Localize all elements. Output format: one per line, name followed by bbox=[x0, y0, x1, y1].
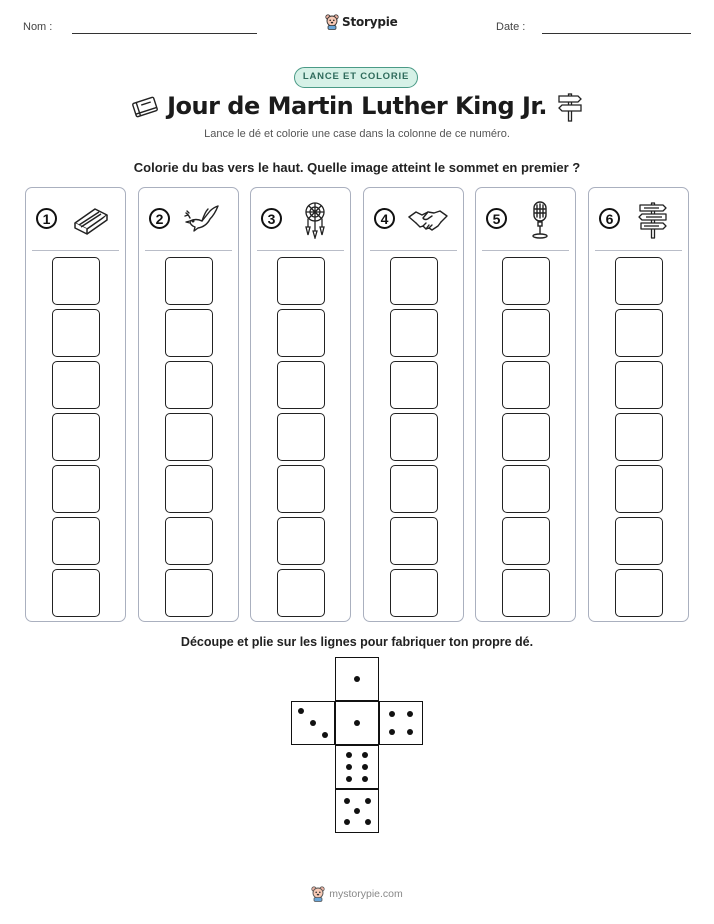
color-box[interactable] bbox=[390, 257, 438, 305]
date-label: Date : bbox=[496, 21, 526, 33]
microphone-icon bbox=[519, 201, 561, 239]
color-box[interactable] bbox=[390, 465, 438, 513]
die-pip bbox=[346, 776, 352, 782]
color-box[interactable] bbox=[277, 569, 325, 617]
die-pip bbox=[346, 752, 352, 758]
column-divider bbox=[145, 250, 232, 251]
name-field-line[interactable] bbox=[72, 33, 257, 34]
color-box[interactable] bbox=[390, 517, 438, 565]
bear-mascot-icon bbox=[325, 14, 339, 30]
color-box[interactable] bbox=[52, 257, 100, 305]
color-box[interactable] bbox=[52, 465, 100, 513]
die-face-bottom bbox=[335, 789, 379, 833]
color-box[interactable] bbox=[615, 309, 663, 357]
color-box[interactable] bbox=[165, 517, 213, 565]
column-number: 3 bbox=[261, 208, 282, 229]
color-box[interactable] bbox=[165, 361, 213, 409]
die-pip bbox=[344, 798, 350, 804]
die-pip bbox=[389, 729, 395, 735]
die-face-left bbox=[291, 701, 335, 745]
dreamcatcher-icon bbox=[294, 201, 336, 239]
color-box[interactable] bbox=[165, 257, 213, 305]
color-box[interactable] bbox=[502, 569, 550, 617]
color-box[interactable] bbox=[390, 569, 438, 617]
activity-badge: LANCE ET COLORIE bbox=[294, 67, 418, 88]
color-box[interactable] bbox=[502, 413, 550, 461]
die-pip bbox=[298, 708, 304, 714]
die-instruction: Découpe et plie sur les lignes pour fabriquer ton propre dé. bbox=[180, 635, 534, 649]
die-pip bbox=[407, 711, 413, 717]
color-box[interactable] bbox=[615, 361, 663, 409]
die-pip bbox=[362, 764, 368, 770]
color-box[interactable] bbox=[165, 309, 213, 357]
signpost-title-icon bbox=[556, 90, 584, 122]
column-divider bbox=[370, 250, 457, 251]
page-title: Jour de Martin Luther King Jr. bbox=[167, 92, 547, 120]
book-icon bbox=[69, 201, 111, 239]
die-face-lower bbox=[335, 745, 379, 789]
color-box[interactable] bbox=[165, 465, 213, 513]
column-4 bbox=[363, 187, 464, 622]
die-face-top bbox=[335, 657, 379, 701]
column-divider bbox=[595, 250, 682, 251]
brand-name: Storypie bbox=[342, 15, 398, 29]
column-2 bbox=[138, 187, 239, 622]
die-pip bbox=[389, 711, 395, 717]
column-5 bbox=[475, 187, 576, 622]
footer-url: mystorypie.com bbox=[329, 888, 403, 900]
color-box[interactable] bbox=[502, 465, 550, 513]
color-box[interactable] bbox=[52, 517, 100, 565]
footer bbox=[0, 886, 714, 902]
color-box[interactable] bbox=[615, 413, 663, 461]
column-divider bbox=[32, 250, 119, 251]
peace-dove-icon bbox=[182, 201, 224, 239]
color-box[interactable] bbox=[52, 569, 100, 617]
die-pip bbox=[354, 676, 360, 682]
color-box[interactable] bbox=[502, 309, 550, 357]
die-pip bbox=[365, 819, 371, 825]
color-box[interactable] bbox=[502, 361, 550, 409]
column-number: 4 bbox=[374, 208, 395, 229]
brand-logo bbox=[325, 14, 398, 30]
color-box[interactable] bbox=[390, 361, 438, 409]
color-box[interactable] bbox=[502, 517, 550, 565]
name-label: Nom : bbox=[23, 21, 53, 33]
column-number: 1 bbox=[36, 208, 57, 229]
die-pip bbox=[322, 732, 328, 738]
color-box[interactable] bbox=[52, 309, 100, 357]
color-box[interactable] bbox=[615, 569, 663, 617]
column-3 bbox=[250, 187, 351, 622]
die-pip bbox=[354, 808, 360, 814]
column-6 bbox=[588, 187, 689, 622]
column-number: 5 bbox=[486, 208, 507, 229]
color-box[interactable] bbox=[390, 309, 438, 357]
handshake-icon bbox=[407, 201, 449, 239]
die-face-right bbox=[379, 701, 423, 745]
color-box[interactable] bbox=[277, 413, 325, 461]
die-pip bbox=[310, 720, 316, 726]
color-box[interactable] bbox=[277, 465, 325, 513]
color-box[interactable] bbox=[277, 361, 325, 409]
color-box[interactable] bbox=[165, 413, 213, 461]
die-pip bbox=[354, 720, 360, 726]
color-box[interactable] bbox=[165, 569, 213, 617]
color-box[interactable] bbox=[390, 413, 438, 461]
color-box[interactable] bbox=[277, 257, 325, 305]
die-pip bbox=[344, 819, 350, 825]
bear-mascot-icon bbox=[311, 886, 325, 902]
page-subtitle: Lance le dé et colorie une case dans la colonne de ce numéro. bbox=[204, 128, 510, 140]
die-pip bbox=[346, 764, 352, 770]
column-divider bbox=[257, 250, 344, 251]
color-box[interactable] bbox=[277, 517, 325, 565]
color-box[interactable] bbox=[615, 257, 663, 305]
column-divider bbox=[482, 250, 569, 251]
die-pip bbox=[362, 776, 368, 782]
color-box[interactable] bbox=[615, 465, 663, 513]
column-number: 2 bbox=[149, 208, 170, 229]
die-pip bbox=[365, 798, 371, 804]
column-number: 6 bbox=[599, 208, 620, 229]
coloring-instruction: Colorie du bas vers le haut. Quelle image atteint le sommet en premier ? bbox=[133, 160, 581, 175]
die-face-center bbox=[335, 701, 379, 745]
die-pip bbox=[362, 752, 368, 758]
die-pip bbox=[407, 729, 413, 735]
color-box[interactable] bbox=[502, 257, 550, 305]
signpost-icon bbox=[632, 201, 674, 239]
column-1 bbox=[25, 187, 126, 622]
color-box[interactable] bbox=[52, 361, 100, 409]
color-box[interactable] bbox=[615, 517, 663, 565]
date-field-line[interactable] bbox=[542, 33, 691, 34]
color-box[interactable] bbox=[52, 413, 100, 461]
color-box[interactable] bbox=[277, 309, 325, 357]
